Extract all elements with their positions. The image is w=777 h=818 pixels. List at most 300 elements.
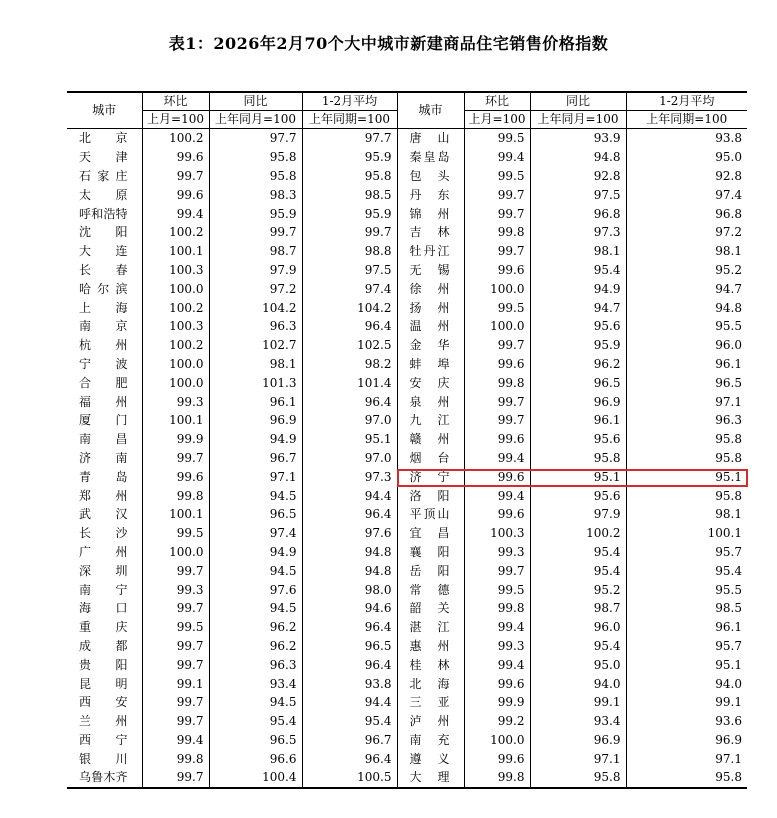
cell-right-yoy: 96.0 <box>530 618 626 637</box>
cell-left-avg: 97.3 <box>302 467 397 486</box>
cell-left-yoy: 96.1 <box>209 392 302 411</box>
cell-left-yoy: 99.7 <box>209 223 302 242</box>
cell-left-avg: 94.8 <box>302 543 397 562</box>
cell-left-city: 银 川 <box>79 751 128 766</box>
cell-right-city: 洛 阳 <box>397 486 464 505</box>
cell-right-mom: 100.0 <box>464 317 530 336</box>
cell-right-yoy: 94.7 <box>530 298 626 317</box>
col-subheader-mom-right: 上月=100 <box>464 111 530 129</box>
col-header-avg-right: 1-2月平均 <box>626 92 747 111</box>
cell-left-avg: 97.5 <box>302 261 397 280</box>
cell-left-mom: 100.3 <box>142 261 209 280</box>
cell-right-city: 包 头 <box>397 167 464 186</box>
cell-left-mom: 100.2 <box>142 223 209 242</box>
cell-right-avg: 95.5 <box>626 580 747 599</box>
cell-left-mom: 99.6 <box>142 148 209 167</box>
cell-right-yoy: 100.2 <box>530 524 626 543</box>
table-row <box>67 674 747 693</box>
col-header-avg-left: 1-2月平均 <box>302 92 397 111</box>
table-row <box>67 449 747 468</box>
cell-left-city: 济 南 <box>79 450 128 465</box>
cell-left-yoy: 97.4 <box>209 524 302 543</box>
cell-right-avg: 93.6 <box>626 712 747 731</box>
cell-left-city: 长 春 <box>79 262 128 277</box>
cell-right-yoy: 96.5 <box>530 373 626 392</box>
cell-left-city: 杭 州 <box>79 338 128 353</box>
cell-right-yoy: 96.9 <box>530 731 626 750</box>
cell-right-mom: 99.2 <box>464 712 530 731</box>
cell-left-yoy: 102.7 <box>209 336 302 355</box>
cell-left-mom: 99.3 <box>142 392 209 411</box>
cell-right-avg: 95.1 <box>626 655 747 674</box>
cell-left-yoy: 96.2 <box>209 637 302 656</box>
cell-right-yoy: 96.1 <box>530 411 626 430</box>
cell-right-mom: 99.7 <box>464 411 530 430</box>
cell-right-mom: 99.8 <box>464 768 530 788</box>
cell-left-avg: 100.5 <box>302 768 397 788</box>
table-row <box>67 298 747 317</box>
cell-right-yoy: 94.9 <box>530 279 626 298</box>
cell-left-avg: 97.0 <box>302 411 397 430</box>
cell-right-yoy: 92.8 <box>530 167 626 186</box>
cell-left-city: 厦 门 <box>79 413 128 428</box>
cell-left-yoy: 94.9 <box>209 543 302 562</box>
cell-right-avg: 95.1 <box>626 467 747 486</box>
col-header-yoy-right: 同比 <box>530 92 626 111</box>
table-row <box>67 148 747 167</box>
cell-left-yoy: 101.3 <box>209 373 302 392</box>
cell-right-city: 扬 州 <box>397 298 464 317</box>
table-row <box>67 731 747 750</box>
cell-right-avg: 96.1 <box>626 355 747 374</box>
cell-left-avg: 97.4 <box>302 279 397 298</box>
cell-right-city: 惠 州 <box>397 637 464 656</box>
cell-left-mom: 99.5 <box>142 524 209 543</box>
table-row <box>67 317 747 336</box>
cell-right-city: 无 锡 <box>397 261 464 280</box>
cell-right-yoy: 95.4 <box>530 543 626 562</box>
cell-left-avg: 97.7 <box>302 129 397 148</box>
cell-right-mom: 99.7 <box>464 204 530 223</box>
cell-left-city: 西 安 <box>79 695 128 710</box>
cell-left-yoy: 96.6 <box>209 749 302 768</box>
cell-left-mom: 99.1 <box>142 674 209 693</box>
cell-left-city: 南 京 <box>79 319 128 334</box>
table-row <box>67 411 747 430</box>
cell-right-city: 北 海 <box>397 674 464 693</box>
cell-right-avg: 96.8 <box>626 204 747 223</box>
cell-left-city: 福 州 <box>79 394 128 409</box>
cell-right-mom: 99.5 <box>464 298 530 317</box>
cell-right-yoy: 96.8 <box>530 204 626 223</box>
cell-right-city: 平顶山 <box>397 505 464 524</box>
table-row <box>67 223 747 242</box>
cell-left-city: 北 京 <box>79 131 128 146</box>
cell-left-avg: 98.5 <box>302 185 397 204</box>
col-header-mom-left: 环比 <box>142 92 209 111</box>
cell-left-city: 成 都 <box>79 638 128 653</box>
cell-left-mom: 100.0 <box>142 355 209 374</box>
cell-left-yoy: 95.4 <box>209 712 302 731</box>
cell-right-city: 三 亚 <box>397 693 464 712</box>
cell-left-mom: 100.2 <box>142 298 209 317</box>
cell-left-mom: 99.7 <box>142 655 209 674</box>
cell-left-city: 南 宁 <box>79 582 128 597</box>
cell-left-mom: 100.2 <box>142 336 209 355</box>
cell-left-yoy: 98.3 <box>209 185 302 204</box>
cell-right-city: 南 充 <box>397 731 464 750</box>
cell-right-mom: 99.6 <box>464 505 530 524</box>
cell-left-avg: 95.9 <box>302 148 397 167</box>
cell-left-mom: 99.8 <box>142 749 209 768</box>
cell-right-yoy: 96.9 <box>530 392 626 411</box>
cell-right-mom: 99.8 <box>464 599 530 618</box>
cell-left-yoy: 94.5 <box>209 693 302 712</box>
cell-left-yoy: 98.7 <box>209 242 302 261</box>
cell-left-city: 合 肥 <box>79 375 128 390</box>
cell-right-city: 金 华 <box>397 336 464 355</box>
cell-left-yoy: 100.4 <box>209 768 302 788</box>
cell-left-yoy: 96.7 <box>209 449 302 468</box>
cell-right-mom: 99.3 <box>464 543 530 562</box>
cell-left-mom: 99.4 <box>142 731 209 750</box>
cell-left-yoy: 94.5 <box>209 561 302 580</box>
cell-left-mom: 99.7 <box>142 449 209 468</box>
cell-left-avg: 97.0 <box>302 449 397 468</box>
cell-left-city: 哈尔滨 <box>79 281 128 296</box>
cell-right-avg: 92.8 <box>626 167 747 186</box>
cell-left-city: 大 连 <box>79 244 128 259</box>
cell-left-city: 太 原 <box>79 187 128 202</box>
col-subheader-mom-left: 上月=100 <box>142 111 209 129</box>
table-row <box>67 373 747 392</box>
cell-right-city: 蚌 埠 <box>397 355 464 374</box>
table-row <box>67 279 747 298</box>
cell-left-mom: 99.7 <box>142 167 209 186</box>
cell-right-city: 烟 台 <box>397 449 464 468</box>
cell-right-mom: 100.3 <box>464 524 530 543</box>
cell-left-mom: 99.4 <box>142 204 209 223</box>
cell-right-avg: 95.7 <box>626 543 747 562</box>
price-index-table <box>67 91 747 789</box>
cell-left-yoy: 96.5 <box>209 731 302 750</box>
cell-right-city: 襄 阳 <box>397 543 464 562</box>
cell-right-mom: 99.5 <box>464 167 530 186</box>
cell-right-city: 遵 义 <box>397 749 464 768</box>
cell-right-yoy: 95.4 <box>530 637 626 656</box>
cell-left-city: 石家庄 <box>79 168 128 183</box>
cell-left-mom: 100.1 <box>142 242 209 261</box>
cell-right-yoy: 95.4 <box>530 261 626 280</box>
cell-left-avg: 102.5 <box>302 336 397 355</box>
cell-left-city: 西 宁 <box>79 732 128 747</box>
cell-right-mom: 99.5 <box>464 580 530 599</box>
cell-right-yoy: 95.8 <box>530 449 626 468</box>
cell-left-mom: 100.0 <box>142 543 209 562</box>
table-row <box>67 543 747 562</box>
cell-right-city: 丹 东 <box>397 185 464 204</box>
cell-left-mom: 100.1 <box>142 505 209 524</box>
cell-right-avg: 98.1 <box>626 242 747 261</box>
cell-left-yoy: 95.9 <box>209 204 302 223</box>
cell-right-yoy: 93.9 <box>530 129 626 148</box>
cell-left-avg: 94.4 <box>302 693 397 712</box>
cell-left-city: 沈 阳 <box>79 225 128 240</box>
cell-left-city: 重 庆 <box>79 620 128 635</box>
cell-left-avg: 98.8 <box>302 242 397 261</box>
cell-left-mom: 99.7 <box>142 637 209 656</box>
cell-left-yoy: 98.1 <box>209 355 302 374</box>
cell-left-yoy: 96.5 <box>209 505 302 524</box>
cell-left-yoy: 96.2 <box>209 618 302 637</box>
cell-right-avg: 95.5 <box>626 317 747 336</box>
cell-right-avg: 93.8 <box>626 129 747 148</box>
cell-left-mom: 99.7 <box>142 693 209 712</box>
cell-right-mom: 99.4 <box>464 148 530 167</box>
cell-right-avg: 96.5 <box>626 373 747 392</box>
cell-right-city: 赣 州 <box>397 430 464 449</box>
cell-left-avg: 95.9 <box>302 204 397 223</box>
table-row <box>67 336 747 355</box>
cell-left-avg: 98.2 <box>302 355 397 374</box>
cell-left-city: 青 岛 <box>79 469 128 484</box>
cell-right-avg: 95.0 <box>626 148 747 167</box>
table-row <box>67 637 747 656</box>
cell-right-yoy: 98.1 <box>530 242 626 261</box>
cell-right-city: 锦 州 <box>397 204 464 223</box>
cell-right-avg: 96.0 <box>626 336 747 355</box>
cell-right-city: 秦皇岛 <box>397 148 464 167</box>
cell-left-city: 呼和浩特 <box>79 206 128 221</box>
cell-right-mom: 99.6 <box>464 430 530 449</box>
cell-left-avg: 98.0 <box>302 580 397 599</box>
cell-right-mom: 99.7 <box>464 336 530 355</box>
cell-right-mom: 99.7 <box>464 561 530 580</box>
col-header-yoy-left: 同比 <box>209 92 302 111</box>
cell-right-city: 唐 山 <box>397 129 464 148</box>
cell-right-mom: 99.5 <box>464 129 530 148</box>
cell-left-city: 天 津 <box>79 150 128 165</box>
cell-left-avg: 94.4 <box>302 486 397 505</box>
cell-left-avg: 99.7 <box>302 223 397 242</box>
table-row <box>67 655 747 674</box>
cell-left-yoy: 96.9 <box>209 411 302 430</box>
table-row <box>67 749 747 768</box>
cell-left-avg: 94.8 <box>302 561 397 580</box>
cell-right-city: 常 德 <box>397 580 464 599</box>
cell-right-yoy: 99.1 <box>530 693 626 712</box>
cell-right-avg: 96.3 <box>626 411 747 430</box>
cell-right-mom: 99.6 <box>464 749 530 768</box>
cell-right-mom: 99.4 <box>464 449 530 468</box>
cell-left-mom: 100.3 <box>142 317 209 336</box>
cell-right-yoy: 94.0 <box>530 674 626 693</box>
cell-left-avg: 96.4 <box>302 618 397 637</box>
cell-left-mom: 99.7 <box>142 561 209 580</box>
cell-left-city: 昆 明 <box>79 676 128 691</box>
cell-right-avg: 95.7 <box>626 637 747 656</box>
cell-right-city: 牡丹江 <box>397 242 464 261</box>
cell-right-yoy: 97.1 <box>530 749 626 768</box>
cell-right-yoy: 97.9 <box>530 505 626 524</box>
cell-left-city: 郑 州 <box>79 488 128 503</box>
cell-left-city: 兰 州 <box>79 714 128 729</box>
cell-right-yoy: 97.3 <box>530 223 626 242</box>
table-row <box>67 129 747 148</box>
table-row <box>67 618 747 637</box>
cell-left-yoy: 97.7 <box>209 129 302 148</box>
cell-right-city: 泸 州 <box>397 712 464 731</box>
table-row <box>67 261 747 280</box>
table-row <box>67 505 747 524</box>
col-header-city-right: 城市 <box>397 92 464 129</box>
cell-right-avg: 95.2 <box>626 261 747 280</box>
cell-right-mom: 99.6 <box>464 355 530 374</box>
cell-right-mom: 99.8 <box>464 373 530 392</box>
cell-right-avg: 97.4 <box>626 185 747 204</box>
page-title: 表1：2026年2月70个大中城市新建商品住宅销售价格指数 <box>168 34 609 53</box>
table-row <box>67 467 747 486</box>
cell-left-mom: 100.0 <box>142 373 209 392</box>
cell-left-city: 长 沙 <box>79 526 128 541</box>
col-subheader-avg-left: 上年同期=100 <box>302 111 397 129</box>
cell-left-yoy: 97.9 <box>209 261 302 280</box>
cell-right-avg: 97.1 <box>626 749 747 768</box>
cell-left-avg: 96.4 <box>302 505 397 524</box>
cell-left-yoy: 94.9 <box>209 430 302 449</box>
table-row <box>67 204 747 223</box>
cell-left-avg: 95.1 <box>302 430 397 449</box>
cell-right-yoy: 98.7 <box>530 599 626 618</box>
cell-left-mom: 99.8 <box>142 486 209 505</box>
cell-right-mom: 99.7 <box>464 185 530 204</box>
cell-right-avg: 96.1 <box>626 618 747 637</box>
cell-right-city: 徐 州 <box>397 279 464 298</box>
cell-right-avg: 95.8 <box>626 430 747 449</box>
table-row <box>67 580 747 599</box>
cell-right-yoy: 94.8 <box>530 148 626 167</box>
cell-left-yoy: 95.8 <box>209 148 302 167</box>
cell-left-avg: 96.5 <box>302 637 397 656</box>
cell-right-avg: 97.1 <box>626 392 747 411</box>
cell-left-yoy: 94.5 <box>209 486 302 505</box>
cell-right-avg: 94.8 <box>626 298 747 317</box>
col-header-city-left: 城市 <box>67 92 142 129</box>
cell-left-yoy: 96.3 <box>209 317 302 336</box>
col-subheader-yoy-left: 上年同月=100 <box>209 111 302 129</box>
table-body <box>67 129 747 788</box>
cell-left-avg: 104.2 <box>302 298 397 317</box>
table-row <box>67 561 747 580</box>
cell-right-avg: 95.8 <box>626 768 747 788</box>
cell-right-mom: 99.4 <box>464 655 530 674</box>
cell-left-city: 贵 阳 <box>79 657 128 672</box>
table-row <box>67 242 747 261</box>
table-row <box>67 167 747 186</box>
cell-right-city: 湛 江 <box>397 618 464 637</box>
cell-left-city: 宁 波 <box>79 356 128 371</box>
table-row <box>67 599 747 618</box>
cell-left-mom: 99.9 <box>142 430 209 449</box>
cell-right-city: 吉 林 <box>397 223 464 242</box>
cell-right-city: 九 江 <box>397 411 464 430</box>
cell-right-yoy: 95.1 <box>530 467 626 486</box>
cell-right-mom: 99.7 <box>464 392 530 411</box>
cell-right-avg: 95.4 <box>626 561 747 580</box>
cell-right-city: 桂 林 <box>397 655 464 674</box>
cell-left-mom: 99.3 <box>142 580 209 599</box>
cell-right-yoy: 95.6 <box>530 430 626 449</box>
cell-left-avg: 96.7 <box>302 731 397 750</box>
cell-right-city: 大 理 <box>397 768 464 788</box>
cell-left-yoy: 97.6 <box>209 580 302 599</box>
cell-left-avg: 94.6 <box>302 599 397 618</box>
cell-right-city: 韶 关 <box>397 599 464 618</box>
cell-left-avg: 97.6 <box>302 524 397 543</box>
cell-left-mom: 99.6 <box>142 467 209 486</box>
cell-right-city: 温 州 <box>397 317 464 336</box>
cell-right-yoy: 95.8 <box>530 768 626 788</box>
cell-left-city: 广 州 <box>79 544 128 559</box>
cell-right-avg: 100.1 <box>626 524 747 543</box>
cell-right-avg: 97.2 <box>626 223 747 242</box>
cell-right-yoy: 93.4 <box>530 712 626 731</box>
cell-right-city: 岳 阳 <box>397 561 464 580</box>
cell-right-city: 宜 昌 <box>397 524 464 543</box>
cell-right-mom: 99.4 <box>464 486 530 505</box>
cell-left-mom: 99.7 <box>142 599 209 618</box>
table-row <box>67 524 747 543</box>
table-row <box>67 693 747 712</box>
cell-right-city: 泉 州 <box>397 392 464 411</box>
cell-left-city: 武 汉 <box>79 507 128 522</box>
cell-right-avg: 99.1 <box>626 693 747 712</box>
cell-right-yoy: 95.9 <box>530 336 626 355</box>
cell-left-mom: 100.0 <box>142 279 209 298</box>
cell-right-yoy: 95.2 <box>530 580 626 599</box>
col-subheader-avg-right: 上年同期=100 <box>626 111 747 129</box>
cell-left-mom: 100.1 <box>142 411 209 430</box>
cell-left-mom: 99.6 <box>142 185 209 204</box>
cell-right-mom: 99.9 <box>464 693 530 712</box>
cell-right-mom: 99.8 <box>464 223 530 242</box>
cell-right-yoy: 95.4 <box>530 561 626 580</box>
cell-right-avg: 95.8 <box>626 449 747 468</box>
cell-right-mom: 99.3 <box>464 637 530 656</box>
cell-left-city: 海 口 <box>79 601 128 616</box>
table-row <box>67 768 747 788</box>
cell-right-mom: 99.4 <box>464 618 530 637</box>
cell-left-avg: 96.4 <box>302 392 397 411</box>
cell-left-avg: 95.8 <box>302 167 397 186</box>
cell-right-mom: 99.7 <box>464 242 530 261</box>
cell-left-yoy: 94.5 <box>209 599 302 618</box>
cell-right-avg: 98.1 <box>626 505 747 524</box>
cell-left-city: 上 海 <box>79 300 128 315</box>
cell-right-city: 安 庆 <box>397 373 464 392</box>
table-row <box>67 392 747 411</box>
cell-right-yoy: 97.5 <box>530 185 626 204</box>
table-row <box>67 712 747 731</box>
table-row <box>67 355 747 374</box>
cell-right-yoy: 96.2 <box>530 355 626 374</box>
col-subheader-yoy-right: 上年同月=100 <box>530 111 626 129</box>
cell-right-avg: 98.5 <box>626 599 747 618</box>
cell-right-mom: 99.6 <box>464 261 530 280</box>
table-row <box>67 430 747 449</box>
cell-right-avg: 96.9 <box>626 731 747 750</box>
cell-left-avg: 96.4 <box>302 655 397 674</box>
